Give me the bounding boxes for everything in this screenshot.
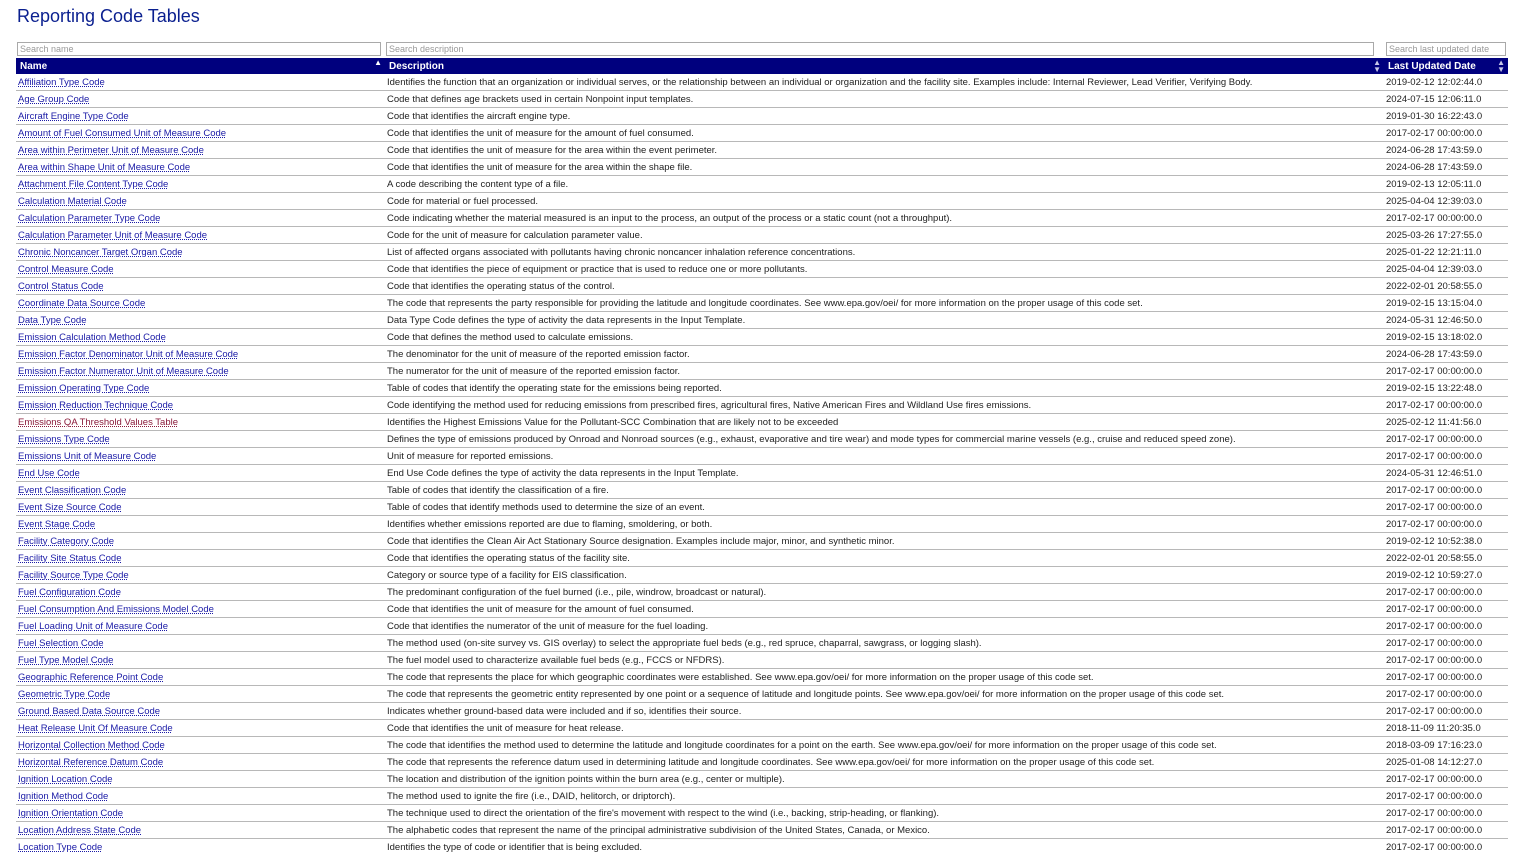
code-table-link[interactable]: Chronic Noncancer Target Organ Code (18, 246, 183, 258)
cell-last-updated: 2019-02-12 10:52:38.0 (1384, 533, 1508, 550)
cell-name (16, 108, 385, 125)
cell-last-updated: 2022-02-01 20:58:55.0 (1384, 278, 1508, 295)
table-row (16, 584, 1508, 601)
cell-name (16, 720, 385, 737)
cell-description: The method used to ignite the fire (i.e., DAID, helitorch, or driptorch). (385, 788, 1384, 805)
table-row (16, 618, 1508, 635)
code-table-link[interactable]: Data Type Code (18, 314, 87, 326)
code-table-link[interactable]: Emission Reduction Technique Code (18, 399, 174, 411)
table-row (16, 193, 1508, 210)
code-table-link[interactable]: Facility Source Type Code (18, 569, 129, 581)
table-row (16, 244, 1508, 261)
cell-description: The denominator for the unit of measure of the reported emission factor. (385, 346, 1384, 363)
cell-description: Code that identifies the unit of measure for heat release. (385, 720, 1384, 737)
code-table-link[interactable]: Amount of Fuel Consumed Unit of Measure Code (18, 127, 227, 139)
cell-description: The alphabetic codes that represent the name of the principal administrative subdivision of the United States, Canada, or Mexico. (385, 822, 1384, 839)
cell-last-updated: 2019-02-15 13:15:04.0 (1384, 295, 1508, 312)
code-table-link[interactable]: Location Type Code (18, 841, 103, 853)
cell-description: Table of codes that identify the operating state for the emissions being reported. (385, 380, 1384, 397)
column-header-description-label: Description (389, 60, 445, 72)
table-row (16, 805, 1508, 822)
filter-bar (0, 42, 1515, 56)
search-description-input[interactable] (386, 42, 1374, 56)
table-row (16, 278, 1508, 295)
cell-description: Data Type Code defines the type of activity the data represents in the Input Template. (385, 312, 1384, 329)
cell-name (16, 703, 385, 720)
code-table-link[interactable]: Geographic Reference Point Code (18, 671, 164, 683)
sort-both-icon: ▲ ▼ (1497, 58, 1505, 74)
cell-description: Code that identifies the piece of equipment or practice that is used to reduce one or more pollutants. (385, 261, 1384, 278)
cell-description: Identifies whether emissions reported are due to flaming, smoldering, or both. (385, 516, 1384, 533)
cell-name (16, 635, 385, 652)
cell-last-updated: 2017-02-17 00:00:00.0 (1384, 482, 1508, 499)
code-table-link[interactable]: Ignition Method Code (18, 790, 109, 802)
cell-last-updated: 2024-06-28 17:43:59.0 (1384, 346, 1508, 363)
cell-last-updated: 2022-02-01 20:58:55.0 (1384, 550, 1508, 567)
code-table-link[interactable]: Emission Calculation Method Code (18, 331, 166, 343)
cell-last-updated: 2025-04-04 12:39:03.0 (1384, 193, 1508, 210)
table-row (16, 346, 1508, 363)
code-table-link[interactable]: Emissions Type Code (18, 433, 110, 445)
cell-last-updated: 2019-02-12 12:02:44.0 (1384, 74, 1508, 91)
cell-description: Code that identifies the unit of measure for the amount of fuel consumed. (385, 601, 1384, 618)
table-row (16, 414, 1508, 431)
cell-last-updated: 2024-06-28 17:43:59.0 (1384, 159, 1508, 176)
cell-last-updated: 2017-02-17 00:00:00.0 (1384, 805, 1508, 822)
cell-name (16, 652, 385, 669)
table-row (16, 125, 1508, 142)
table-row (16, 550, 1508, 567)
cell-last-updated: 2019-02-13 12:05:11.0 (1384, 176, 1508, 193)
code-table-link[interactable]: Age Group Code (18, 93, 90, 105)
cell-last-updated: 2017-02-17 00:00:00.0 (1384, 125, 1508, 142)
table-row (16, 397, 1508, 414)
cell-name (16, 805, 385, 822)
code-table-link[interactable]: Ground Based Data Source Code (18, 705, 161, 717)
cell-name (16, 210, 385, 227)
code-table-link[interactable]: Geometric Type Code (18, 688, 111, 700)
cell-description: Code that defines age brackets used in certain Nonpoint input templates. (385, 91, 1384, 108)
cell-description: Code for the unit of measure for calculation parameter value. (385, 227, 1384, 244)
table-row (16, 771, 1508, 788)
code-table-link[interactable]: Event Stage Code (18, 518, 96, 530)
cell-name (16, 669, 385, 686)
cell-name (16, 822, 385, 839)
cell-description: Unit of measure for reported emissions. (385, 448, 1384, 465)
column-header-date-label: Last Updated Date (1388, 60, 1476, 72)
cell-description: Code that identifies the unit of measure for the amount of fuel consumed. (385, 125, 1384, 142)
cell-last-updated: 2017-02-17 00:00:00.0 (1384, 601, 1508, 618)
code-table-link[interactable]: Horizontal Collection Method Code (18, 739, 165, 751)
code-table-link[interactable]: Emission Operating Type Code (18, 382, 150, 394)
cell-last-updated: 2017-02-17 00:00:00.0 (1384, 363, 1508, 380)
column-header-name-label: Name (20, 60, 48, 72)
cell-last-updated: 2024-05-31 12:46:51.0 (1384, 465, 1508, 482)
cell-description: The code that represents the place for which geographic coordinates were established. See www.epa.gov/oei/ for more information on the proper usage of this code set. (385, 669, 1384, 686)
table-row (16, 635, 1508, 652)
table-row (16, 720, 1508, 737)
cell-last-updated: 2017-02-17 00:00:00.0 (1384, 635, 1508, 652)
cell-name (16, 380, 385, 397)
cell-name (16, 771, 385, 788)
cell-name (16, 737, 385, 754)
cell-description: End Use Code defines the type of activity the data represents in the Input Template. (385, 465, 1384, 482)
cell-name (16, 312, 385, 329)
table-row (16, 142, 1508, 159)
cell-description: Identifies the function that an organization or individual serves, or the relationship between an individual or organization and the facility site. Examples include: Internal Reviewer, Lead Verifier, Verifying Body. (385, 74, 1384, 91)
cell-description: The fuel model used to characterize available fuel beds (e.g., FCCS or NFDRS). (385, 652, 1384, 669)
cell-name (16, 567, 385, 584)
cell-last-updated: 2018-03-09 17:16:23.0 (1384, 737, 1508, 754)
cell-last-updated: 2025-01-22 12:21:11.0 (1384, 244, 1508, 261)
cell-last-updated: 2024-05-31 12:46:50.0 (1384, 312, 1508, 329)
cell-last-updated: 2017-02-17 00:00:00.0 (1384, 703, 1508, 720)
cell-last-updated: 2017-02-17 00:00:00.0 (1384, 652, 1508, 669)
table-row (16, 380, 1508, 397)
code-table-link[interactable]: Heat Release Unit Of Measure Code (18, 722, 173, 734)
cell-description: Code that identifies the operating status of the control. (385, 278, 1384, 295)
table-row (16, 329, 1508, 346)
cell-last-updated: 2017-02-17 00:00:00.0 (1384, 210, 1508, 227)
column-header-date[interactable] (1384, 58, 1508, 74)
cell-description: Category or source type of a facility for EIS classification. (385, 567, 1384, 584)
cell-name (16, 499, 385, 516)
code-table-link[interactable]: Coordinate Data Source Code (18, 297, 146, 309)
cell-description: Code that identifies the numerator of the unit of measure for the fuel loading. (385, 618, 1384, 635)
table-row (16, 465, 1508, 482)
cell-last-updated: 2017-02-17 00:00:00.0 (1384, 686, 1508, 703)
cell-last-updated: 2018-11-09 11:20:35.0 (1384, 720, 1508, 737)
table-row (16, 261, 1508, 278)
cell-last-updated: 2019-01-30 16:22:43.0 (1384, 108, 1508, 125)
code-table-link[interactable]: Fuel Configuration Code (18, 586, 121, 598)
code-table-link[interactable]: Fuel Consumption And Emissions Model Code (18, 603, 214, 615)
cell-description: Code that identifies the aircraft engine type. (385, 108, 1384, 125)
cell-description: The code that represents the party responsible for providing the latitude and longitude coordinates. See www.epa.gov/oei/ for more information on the proper usage of this code set. (385, 295, 1384, 312)
cell-last-updated: 2025-01-08 14:12:27.0 (1384, 754, 1508, 771)
code-table-link[interactable]: Emission Factor Numerator Unit of Measure Code (18, 365, 229, 377)
cell-name (16, 329, 385, 346)
cell-description: Code that defines the method used to calculate emissions. (385, 329, 1384, 346)
table-row (16, 176, 1508, 193)
table-row (16, 533, 1508, 550)
table-row (16, 754, 1508, 771)
search-date-input[interactable] (1386, 42, 1506, 56)
cell-last-updated: 2025-03-26 17:27:55.0 (1384, 227, 1508, 244)
cell-name (16, 125, 385, 142)
table-body (16, 74, 1508, 853)
cell-name (16, 754, 385, 771)
cell-name (16, 584, 385, 601)
table-row (16, 448, 1508, 465)
table-row (16, 686, 1508, 703)
cell-description: Code identifying the method used for reducing emissions from prescribed fires, agricultural fires, Native American Fires and Wildland Use fires emissions. (385, 397, 1384, 414)
cell-description: The location and distribution of the ignition points within the burn area (e.g., center or multiple). (385, 771, 1384, 788)
code-table-link[interactable]: Location Address State Code (18, 824, 142, 836)
code-table-link[interactable]: Area within Perimeter Unit of Measure Code (18, 144, 204, 156)
cell-name (16, 91, 385, 108)
code-table-link[interactable]: Fuel Loading Unit of Measure Code (18, 620, 168, 632)
cell-name (16, 193, 385, 210)
cell-description: List of affected organs associated with pollutants having chronic noncancer inhalation reference concentrations. (385, 244, 1384, 261)
cell-last-updated: 2017-02-17 00:00:00.0 (1384, 618, 1508, 635)
cell-description: Table of codes that identify the classification of a fire. (385, 482, 1384, 499)
cell-last-updated: 2024-06-28 17:43:59.0 (1384, 142, 1508, 159)
cell-description: Defines the type of emissions produced by Onroad and Nonroad sources (e.g., exhaust, evaporative and tire wear) and mode types for commercial marine vessels (e.g., cruise and reduced speed zone). (385, 431, 1384, 448)
table-row (16, 516, 1508, 533)
cell-name (16, 159, 385, 176)
cell-description: Identifies the Highest Emissions Value for the Pollutant-SCC Combination that are likely not to be exceeded (385, 414, 1384, 431)
cell-name (16, 142, 385, 159)
cell-name (16, 261, 385, 278)
cell-last-updated: 2017-02-17 00:00:00.0 (1384, 669, 1508, 686)
code-table-link[interactable]: Area within Shape Unit of Measure Code (18, 161, 191, 173)
cell-name (16, 278, 385, 295)
table-row (16, 499, 1508, 516)
code-table-link[interactable]: Control Measure Code (18, 263, 114, 275)
cell-name (16, 414, 385, 431)
cell-name (16, 482, 385, 499)
cell-name (16, 431, 385, 448)
cell-description: Code that identifies the unit of measure for the area within the shape file. (385, 159, 1384, 176)
cell-last-updated: 2017-02-17 00:00:00.0 (1384, 584, 1508, 601)
search-name-input[interactable] (17, 42, 381, 56)
table-row (16, 159, 1508, 176)
code-table-link[interactable]: Facility Site Status Code (18, 552, 122, 564)
table-row (16, 788, 1508, 805)
cell-description: The code that represents the geometric entity represented by one point or a sequence of latitude and longitude points. See www.epa.gov/oei/ for more information on the proper usage of this code set. (385, 686, 1384, 703)
sort-both-icon: ▲ ▼ (1373, 58, 1381, 74)
table-row (16, 737, 1508, 754)
code-table-link[interactable]: Emissions Unit of Measure Code (18, 450, 157, 462)
table-row (16, 652, 1508, 669)
table-row (16, 669, 1508, 686)
code-table-link[interactable]: Calculation Parameter Type Code (18, 212, 161, 224)
table-row (16, 822, 1508, 839)
code-table-link[interactable]: Ignition Location Code (18, 773, 113, 785)
code-table-link[interactable]: End Use Code (18, 467, 80, 479)
cell-name (16, 74, 385, 91)
cell-description: The code that represents the reference datum used in determining latitude and longitude coordinates. See www.epa.gov/oei/ for more information on the proper usage of this code set. (385, 754, 1384, 771)
cell-name (16, 346, 385, 363)
code-table-link[interactable]: Affiliation Type Code (18, 76, 105, 88)
cell-name (16, 516, 385, 533)
table-row (16, 74, 1508, 91)
cell-description: The predominant configuration of the fuel burned (i.e., pile, windrow, broadcast or natural). (385, 584, 1384, 601)
page-title: Reporting Code Tables (17, 6, 200, 26)
code-table-link[interactable]: Event Classification Code (18, 484, 127, 496)
code-table-link[interactable]: Ignition Orientation Code (18, 807, 124, 819)
cell-last-updated: 2017-02-17 00:00:00.0 (1384, 397, 1508, 414)
cell-name (16, 839, 385, 853)
cell-description: The code that identifies the method used to determine the latitude and longitude coordinates for a point on the earth. See www.epa.gov/oei/ for more information on the proper usage of this code set. (385, 737, 1384, 754)
cell-last-updated: 2017-02-17 00:00:00.0 (1384, 499, 1508, 516)
code-table-link[interactable]: Horizontal Reference Datum Code (18, 756, 164, 768)
cell-name (16, 363, 385, 380)
cell-name (16, 550, 385, 567)
table-row (16, 601, 1508, 618)
column-header-description[interactable] (385, 58, 1384, 74)
cell-last-updated: 2017-02-17 00:00:00.0 (1384, 448, 1508, 465)
table-row (16, 210, 1508, 227)
cell-description: Code for material or fuel processed. (385, 193, 1384, 210)
cell-last-updated: 2019-02-15 13:18:02.0 (1384, 329, 1508, 346)
table-row (16, 363, 1508, 380)
cell-name (16, 227, 385, 244)
cell-description: Code that identifies the Clean Air Act Stationary Source designation. Examples include major, minor, and synthetic minor. (385, 533, 1384, 550)
table-row (16, 227, 1508, 244)
code-table-link[interactable]: Calculation Material Code (18, 195, 127, 207)
cell-description: Code indicating whether the material measured is an input to the process, an output of the process or a static count (not a throughput). (385, 210, 1384, 227)
cell-last-updated: 2025-04-04 12:39:03.0 (1384, 261, 1508, 278)
table-row (16, 839, 1508, 853)
cell-last-updated: 2017-02-17 00:00:00.0 (1384, 822, 1508, 839)
code-table-link[interactable]: Calculation Parameter Unit of Measure Code (18, 229, 208, 241)
cell-name (16, 397, 385, 414)
cell-last-updated: 2017-02-17 00:00:00.0 (1384, 771, 1508, 788)
cell-last-updated: 2017-02-17 00:00:00.0 (1384, 839, 1508, 853)
cell-last-updated: 2024-07-15 12:06:11.0 (1384, 91, 1508, 108)
code-table-link[interactable]: Emissions QA Threshold Values Table (18, 416, 179, 428)
code-table-link[interactable]: Attachment File Content Type Code (18, 178, 169, 190)
cell-name (16, 601, 385, 618)
cell-name (16, 295, 385, 312)
table-row (16, 567, 1508, 584)
cell-last-updated: 2019-02-12 10:59:27.0 (1384, 567, 1508, 584)
cell-last-updated: 2019-02-15 13:22:48.0 (1384, 380, 1508, 397)
code-table-link[interactable]: Event Size Source Code (18, 501, 122, 513)
cell-description: Code that identifies the unit of measure for the area within the event perimeter. (385, 142, 1384, 159)
cell-description: Table of codes that identify methods used to determine the size of an event. (385, 499, 1384, 516)
cell-description: Indicates whether ground-based data were included and if so, identifies their source. (385, 703, 1384, 720)
table-row (16, 108, 1508, 125)
column-header-name[interactable] (16, 58, 385, 74)
cell-name (16, 176, 385, 193)
cell-name (16, 686, 385, 703)
table-row (16, 295, 1508, 312)
table-row (16, 91, 1508, 108)
cell-description: Identifies the type of code or identifier that is being excluded. (385, 839, 1384, 853)
sort-ascending-icon: ▲ (374, 58, 382, 67)
cell-description: Code that identifies the operating status of the facility site. (385, 550, 1384, 567)
cell-last-updated: 2017-02-17 00:00:00.0 (1384, 788, 1508, 805)
cell-last-updated: 2025-02-12 11:41:56.0 (1384, 414, 1508, 431)
table-row (16, 431, 1508, 448)
cell-name (16, 244, 385, 261)
cell-name (16, 533, 385, 550)
cell-name (16, 618, 385, 635)
cell-description: The method used (on-site survey vs. GIS overlay) to select the appropriate fuel beds (e.g., red spruce, chaparral, sawgrass, or logging slash). (385, 635, 1384, 652)
code-table-link[interactable]: Control Status Code (18, 280, 104, 292)
code-table-link[interactable]: Fuel Selection Code (18, 637, 104, 649)
cell-description: The technique used to direct the orientation of the fire's movement with respect to the wind (i.e., backing, strip-heading, or flanking). (385, 805, 1384, 822)
code-tables-grid (16, 58, 1508, 853)
code-table-link[interactable]: Aircraft Engine Type Code (18, 110, 129, 122)
header-row (16, 58, 1508, 74)
table-row (16, 703, 1508, 720)
cell-description: The numerator for the unit of measure of the reported emission factor. (385, 363, 1384, 380)
code-table-link[interactable]: Emission Factor Denominator Unit of Measure Code (18, 348, 239, 360)
cell-last-updated: 2017-02-17 00:00:00.0 (1384, 516, 1508, 533)
cell-name (16, 448, 385, 465)
table-row (16, 312, 1508, 329)
cell-name (16, 465, 385, 482)
code-table-link[interactable]: Fuel Type Model Code (18, 654, 114, 666)
cell-description: A code describing the content type of a file. (385, 176, 1384, 193)
cell-last-updated: 2017-02-17 00:00:00.0 (1384, 431, 1508, 448)
cell-name (16, 788, 385, 805)
code-table-link[interactable]: Facility Category Code (18, 535, 115, 547)
table-row (16, 482, 1508, 499)
